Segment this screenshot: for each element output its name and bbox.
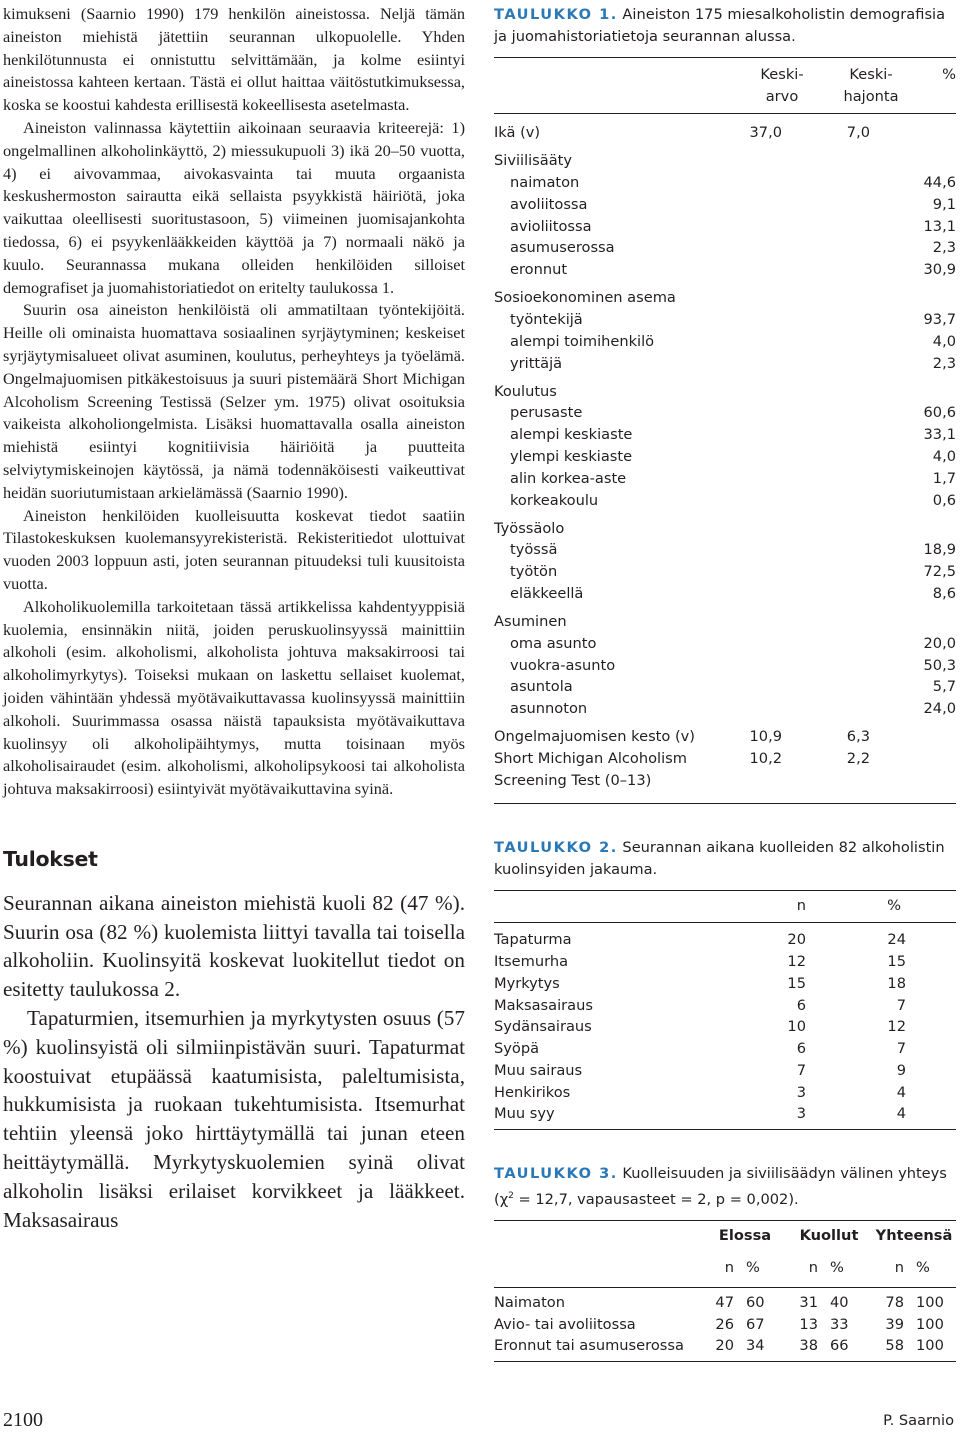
table-row: oma asunto 20,0	[510, 634, 956, 652]
table-rule	[494, 57, 956, 58]
table-subheader-row: n % n % n %	[724, 1258, 930, 1276]
table-row: avioliitossa 13,1	[510, 217, 956, 235]
table-row: työtön 72,5	[510, 563, 956, 581]
table-row: Tapaturma 20 24	[494, 931, 906, 949]
table-row: Henkirikos 3 4	[494, 1083, 906, 1101]
table-3-header: Elossa Kuollut Yhteensä	[718, 1227, 953, 1245]
table-2-caption: TAULUKKO 2. Seurannan aikana kuolleiden 82 alkoholistin kuolinsyiden jakauma.	[494, 838, 945, 878]
table-row: työssä 18,9	[510, 541, 956, 559]
section-heading: Tulokset	[3, 846, 98, 871]
table-group-title: Työssäolo	[494, 519, 565, 537]
tables-column	[494, 0, 956, 1362]
table-row: Short Michigan Alcoholism 10,2 2,2	[494, 749, 870, 767]
table-group-title: Koulutus	[494, 382, 557, 400]
table-row: Itsemurha 12 15	[494, 952, 906, 970]
table-rule	[494, 113, 956, 114]
table-3-body	[494, 1292, 956, 1357]
body-paragraph: kimukseni (Saarnio 1990) 179 henkilön aineistossa. Neljä tämän aineiston miehistä jätettiin seurannan ulkopuolelle. Yhden henkilötunnusta ei onnistuttu selvittämään, ja kolme esiintyi aineistossa kahteen kertaan. Tästä ei ollut haittaa väitöstutkimuksessa, koska se koostui kahdesta erillisestä kokeellisesta asetelmasta.	[3, 4, 465, 115]
table-1-header: Keski- Keski- % arvo hajonta	[760, 66, 956, 105]
page-number: 2100	[3, 1409, 43, 1431]
table-row: eronnut 30,9	[510, 261, 956, 279]
table-rule	[494, 922, 956, 923]
table-group-title: Siviilisääty	[494, 152, 573, 170]
table-row: Eronnut tai asumuserossa 20 34 38 66 58 100	[494, 1337, 944, 1355]
table-row: alin korkea-aste 1,7	[510, 469, 956, 487]
table-row: Syöpä 6 7	[494, 1040, 906, 1058]
table-row: eläkkeellä 8,6	[510, 584, 956, 602]
table-row: yrittäjä 2,3	[510, 354, 956, 372]
table-3-subheader	[494, 1247, 956, 1279]
body-paragraph: Suurin osa aineiston henkilöistä oli ammatiltaan työntekijöitä. Heille oli ominaista huomattava sosiaalinen syrjäytyminen; keskeiset syrjäytymisalueet olivat asuminen, koulutus, perheyhteys ja työelämä. Ongelmajuomisen pitkäkestoisuus ja suuri pistemäärä Short Michigan Alcoholism Screening Testissä (Selzer ym. 1975) olivat osoituksia vaikeista alkoholiongelmista. Lisäksi huomattavalla osalla aineiston miehistä esiintyi kognitiivisia häiriöitä ja puutteita selviytymiskeinojen käytössä, ja nämä todennäköisesti vaikeuttivat heidän suoriutumistaan arkielämässä (Saarnio 1990).	[3, 300, 465, 502]
table-rule	[494, 1220, 956, 1221]
table-row: Muu syy 3 4	[494, 1105, 906, 1123]
table-rule	[494, 890, 956, 891]
table-group-title: Sosioekonominen asema	[494, 289, 676, 307]
table-rule	[494, 1361, 956, 1362]
results-paragraph: Seurannan aikana aineiston miehistä kuoli 82 (47 %). Suurin osa (82 %) kuolemista liittyi tavalla tai toisella alkoholiin. Kuolinsyitä koskevat luokitellut tiedot on esitetty taulukossa 2.	[3, 890, 465, 1002]
table-3-caption: TAULUKKO 3. Kuolleisuuden ja siviilisäädyn välinen yhteys ($\chi^2 = 12,7$, vapausasteet = 2, p = 0,002).	[494, 1165, 947, 1209]
table-row: Screening Test (0–13)	[494, 771, 652, 789]
table-row: Sydänsairaus 10 12	[494, 1018, 906, 1036]
table-row: alempi keskiaste 33,1	[510, 426, 956, 444]
table-row: naimaton 44,6	[510, 173, 956, 191]
body-paragraph: Aineiston valinnassa käytettiin aikoinaan seuraavia kriteerejä: 1) ongelmallinen alkoholinkäyttö, 2) miessukupuoli 3) ikä 20–50 vuotta, 4) ei aivovammaa, aivokasvainta tai muuta orgaanista keskushermoston sairautta eikä sellaista psyykkistä häiriötä, joka vaikuttaa oleellisesti suoritustasoon, 5) viimeinen juomisajankohta tiedossa, 6) ei psyykenlääkkeiden käyttöä ja 7) normaali näkö ja kuulo. Seurannassa mukana olleiden henkilöiden silloiset demografiset ja juomahistoriatiedot on eritelty taulukossa 1.	[3, 117, 465, 297]
table-row: Naimaton 47 60 31 40 78 100	[494, 1293, 944, 1311]
table-3	[494, 1163, 956, 1362]
main-text-column	[3, 3, 465, 1234]
table-2-body	[494, 929, 956, 1125]
table-rule	[494, 1129, 956, 1130]
table-2	[494, 837, 956, 1131]
table-2-header: n %	[796, 896, 901, 914]
table-row: vuokra-asunto 50,3	[510, 656, 956, 674]
body-paragraph: Aineiston henkilöiden kuolleisuutta koskevat tiedot saatiin Tilastokeskuksen kuolemansyyrekisteristä. Rekisteritiedot ulottuivat vuoden 2003 loppuun asti, joten seurannan pituudeksi tuli kuusitoista vuotta.	[3, 505, 465, 593]
running-author: P. Saarnio	[883, 1412, 954, 1429]
table-rule	[494, 803, 956, 804]
table-row: perusaste 60,6	[510, 404, 956, 422]
table-row: Avio- tai avoliitossa 26 67 13 33 39 100	[494, 1315, 944, 1333]
table-row: asuntola 5,7	[510, 678, 956, 696]
table-row: korkeakoulu 0,6	[510, 491, 956, 509]
table-row: Maksasairaus 6 7	[494, 996, 906, 1014]
table-1	[494, 4, 956, 804]
table-1-caption: TAULUKKO 1. Aineiston 175 miesalkoholistin demografisia ja juomahistoriatietoja seurannan alussa.	[494, 6, 946, 45]
table-group-title: Asuminen	[494, 612, 567, 630]
table-1-tail	[494, 720, 956, 792]
table-1-body	[494, 122, 956, 720]
table-rule	[494, 1287, 956, 1288]
table-row: Myrkytys 15 18	[494, 974, 906, 992]
table-row: avoliitossa 9,1	[510, 195, 956, 213]
table-row: ylempi keskiaste 4,0	[510, 447, 956, 465]
table-row: asunnoton 24,0	[510, 700, 956, 718]
results-paragraph: Tapaturmien, itsemurhien ja myrkytysten osuus (57 %) kuolinsyistä oli silmiinpistävän suuri. Tapaturmat koostuivat etupäässä kaatumisista, paleltumisista, hukkumisista ja ruokaan tukehtumisista. Itsemurhat tehtiin yleensä joko hirttäytymällä tai junan eteen heittäytymällä. Myrkytyskuolemien syinä olivat alkoholin lisäksi erilaiset korvikkeet ja lääkkeet. Maksasairaus	[3, 1006, 465, 1232]
table-row: työntekijä 93,7	[510, 310, 956, 328]
table-row: Ikä (v) 37,0 7,0	[494, 124, 870, 142]
table-row: Ongelmajuomisen kesto (v) 10,9 6,3	[494, 728, 870, 746]
body-paragraph: Alkoholikuolemilla tarkoitetaan tässä artikkelissa kahdentyyppisiä kuolemia, ensinnäkin niitä, joiden peruskuolinsyyssä mainittiin alkoholi (esim. alkoholismi, alkoholista johtuva maksakirroosi tai alkoholimyrkytys). Toiseksi mukaan on laskettu sellaiset kuolemat, joiden vähintään yhdessä myötävaikuttavassa kuolinsyyssä mainittiin alkoholi. Suurimmassa osassa näistä tapauksista myötävaikuttava kuolinsyy oli alkoholipäihtymys, mutta toisinaan myös alkoholisairaudet (esim. alkoholismi, alkoholipsykoosi tai alkoholista johtuva maksakirroosi) esiintyivät myötävaikuttavina syinä.	[3, 596, 465, 799]
table-row: Muu sairaus 7 9	[494, 1061, 906, 1079]
table-row: asumuserossa 2,3	[510, 239, 956, 257]
table-row: alempi toimihenkilö 4,0	[510, 332, 956, 350]
